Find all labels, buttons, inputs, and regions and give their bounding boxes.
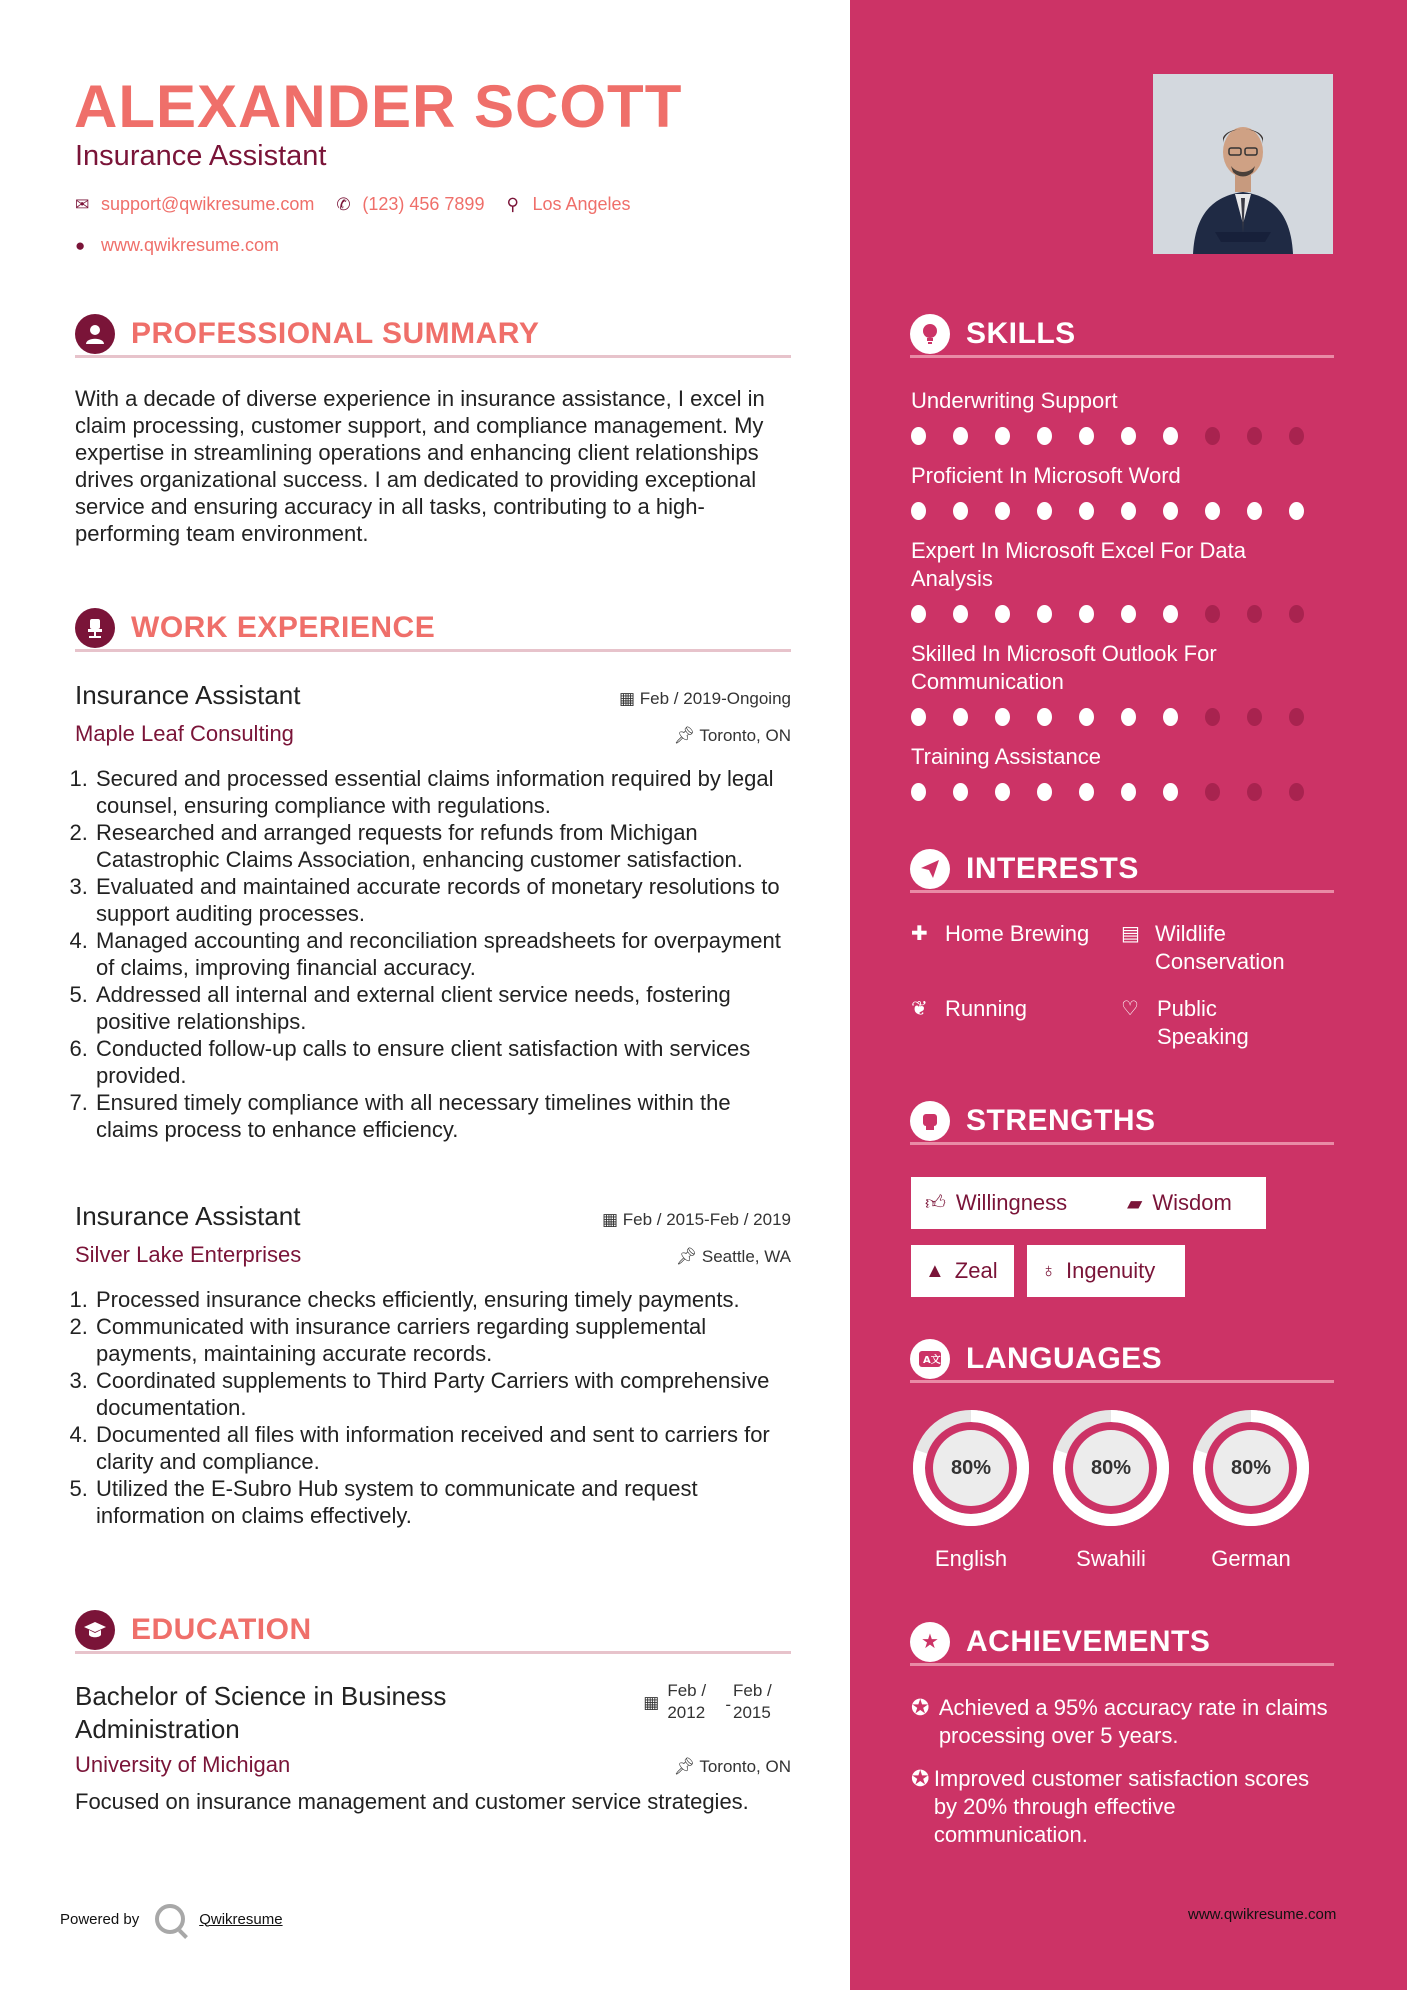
language-item [1191,1408,1311,1572]
interest-item [1121,995,1321,1051]
strength-label: Willingness [955,1190,1068,1215]
rating-dot-empty [1205,427,1220,445]
language-ring [1051,1408,1171,1528]
skill-item [911,743,1331,801]
experience-heading: WORK EXPERIENCE [131,610,436,644]
rating-dot-filled [911,427,926,445]
star-icon: ✪ [911,1695,930,1720]
interest-item [911,920,1111,948]
rating-dot-filled [911,605,926,623]
edu-degree: Bachelor of Science in Business Administration [75,1681,447,1744]
pin-icon: 📌︎ [673,726,700,745]
paw-icon: ❦ [911,998,928,1020]
map-marker-icon: ⚲ [506,194,519,214]
summary-text: With a decade of diverse experience in insurance assistance, I excel in claim processing, customer support, and compliance management. My expertise in streamlining operations and enhancing client relationships drives organizational success. I am dedicated to providing exceptional service and ensuring accuracy in all tasks, contributing to a high-performing team environment. [75,386,765,546]
skill-item [911,462,1331,520]
rating-dot-empty [1247,427,1262,445]
edu-dates [643,1680,791,1746]
job-company: Maple Leaf Consulting [75,721,294,746]
language-item [1051,1408,1171,1572]
strengths-heading: STRENGTHS [966,1103,1156,1137]
skill-rating [911,605,1331,623]
edu-end: Feb / 2015 [733,1681,772,1722]
rating-dot-filled [1163,427,1178,445]
job-bullets [75,765,791,1143]
list-item: 2. Communicated with insurance carriers regarding supplemental payments, maintaining accurate records. [94,1313,791,1367]
job-entry [75,680,791,1143]
strength-tag [911,1177,1114,1229]
skill-name: Skilled In Microsoft Outlook For Communication [911,641,1217,694]
interest-item [911,995,1111,1023]
language-name: Swahili [1076,1546,1146,1571]
list-item: 6. Conducted follow-up calls to ensure client satisfaction with services provided. [94,1035,791,1089]
interest-item [1121,920,1321,976]
interests-section [910,849,1334,893]
edu-location-text: Toronto, ON [699,1757,791,1776]
languages-section [910,1339,1334,1383]
rating-dot-filled [1037,427,1052,445]
rating-dot-empty [1247,605,1262,623]
list-item: 4. Documented all files with information received and sent to carriers for clarity and compliance. [94,1421,791,1475]
strength-label: Zeal [954,1258,998,1283]
powered-by [60,1904,283,1934]
strength-label: Wisdom [1152,1190,1232,1215]
rating-dot-filled [995,605,1010,623]
website-row [75,235,301,256]
language-percent: 80% [1230,1456,1272,1479]
star-icon: ✪ [911,1766,930,1791]
language-percent: 80% [1090,1456,1132,1479]
job-location-text: Toronto, ON [699,726,791,745]
language-ring [1191,1408,1311,1528]
skill-item [911,640,1331,726]
calendar-icon: ▦ [643,1693,660,1712]
phone-icon: ✆ [336,194,351,214]
skill-rating [911,427,1331,445]
strengths-section [910,1101,1334,1145]
rating-dot-empty [1205,783,1220,801]
calendar-icon: ▦ [601,1210,623,1229]
book-icon: ▰ [1127,1192,1143,1215]
thumbs-up-icon: 👍︎ [925,1192,946,1214]
job-role: Insurance Assistant [75,1201,301,1231]
language-name: English [934,1546,1008,1571]
list-item: 5. Addressed all internal and external client service needs, fostering positive relationships. [94,981,791,1035]
qwikresume-logo-icon [155,1904,185,1934]
edu-separator: - [725,1695,731,1714]
rating-dot-filled [1037,708,1052,726]
languages-heading: LANGUAGES [966,1341,1163,1375]
rating-dot-filled [995,427,1010,445]
rating-dot-filled [1163,783,1178,801]
job-entry [75,1201,791,1529]
rating-dot-filled [1037,605,1052,623]
rating-dot-filled [1079,502,1094,520]
rating-dot-filled [953,502,968,520]
strength-label: Ingenuity [1066,1258,1156,1283]
job-bullets [75,1286,791,1529]
achievement-text: Achieved a 95% accuracy rate in claims processing over 5 years. [938,1695,1328,1748]
star-badge-icon: ★ [910,1622,950,1662]
achievements-heading: ACHIEVEMENTS [966,1624,1211,1658]
book-icon: ▤ [1121,923,1140,945]
heartbeat-icon: ♡ [1121,998,1139,1020]
lightbulb-icon [910,314,950,354]
paper-plane-icon [910,849,950,889]
language-ring [911,1408,1031,1528]
rating-dot-filled [1079,783,1094,801]
candidate-name: ALEXANDER SCOTT [74,73,683,140]
job-date [602,1210,791,1230]
rating-dot-filled [1037,502,1052,520]
rating-dot-filled [1163,605,1178,623]
rating-dot-filled [911,708,926,726]
list-item: 3. Evaluated and maintained accurate records of monetary resolutions to support auditing processes. [94,873,791,927]
skill-name: Training Assistance [911,744,1101,769]
language-item [911,1408,1031,1572]
location-text: Los Angeles [532,194,631,214]
achievement-text: Improved customer satisfaction scores by 20% through effective communication. [933,1766,1310,1847]
job-date-text: Feb / 2019-Ongoing [639,689,791,708]
graduation-cap-icon [75,1610,115,1650]
rating-dot-filled [953,427,968,445]
rating-dot-filled [995,708,1010,726]
skill-name: Expert In Microsoft Excel For Data Analysis [911,538,1246,591]
rating-dot-filled [911,783,926,801]
interest-label: Running [945,996,1027,1021]
language-percent: 80% [950,1456,992,1479]
calendar-icon: ▦ [618,689,640,708]
footer-site-link[interactable]: www.qwikresume.com [1188,1906,1337,1923]
email-link[interactable]: support@qwikresume.com [101,194,315,214]
strength-tag [1027,1245,1185,1297]
rating-dot-filled [995,783,1010,801]
lightbulb-icon: ♁ [1041,1259,1056,1282]
puzzle-icon: ✚ [911,923,928,945]
strength-tag [911,1245,1014,1297]
rating-dot-filled [1247,502,1262,520]
skill-name: Proficient In Microsoft Word [911,463,1181,488]
interest-label: Home Brewing [945,921,1090,946]
rating-dot-filled [1121,783,1136,801]
rating-dot-filled [1079,427,1094,445]
fist-icon [910,1101,950,1141]
rating-dot-filled [1121,708,1136,726]
skills-heading: SKILLS [966,316,1076,350]
job-role: Insurance Assistant [75,680,301,710]
rating-dot-filled [1121,502,1136,520]
svg-text:A文: A文 [923,1354,941,1366]
rating-dot-empty [1247,783,1262,801]
education-section [75,1610,791,1654]
rating-dot-filled [953,783,968,801]
job-date-text: Feb / 2015-Feb / 2019 [622,1210,791,1229]
interest-label: Public Speaking [1157,996,1249,1049]
skill-item [911,387,1331,445]
rating-dot-empty [1289,708,1304,726]
pin-icon: 📌︎ [673,1757,700,1776]
rating-dot-filled [953,605,968,623]
list-item: 4. Managed accounting and reconciliation spreadsheets for overpayment of claims, improving financial accuracy. [94,927,791,981]
interests-heading: INTERESTS [966,851,1139,885]
rating-dot-filled [1121,605,1136,623]
job-company: Silver Lake Enterprises [75,1242,302,1267]
rating-dot-filled [995,502,1010,520]
rating-dot-filled [1121,427,1136,445]
job-location [673,726,791,746]
list-item: 3. Coordinated supplements to Third Party Carriers with comprehensive documentation. [94,1367,791,1421]
rating-dot-empty [1205,605,1220,623]
skill-rating [911,783,1331,801]
pin-icon: 📌︎ [675,1247,702,1266]
summary-heading: PROFESSIONAL SUMMARY [131,316,540,350]
interest-label: Wildlife Conservation [1155,921,1285,974]
contact-row [75,194,653,215]
language-name: German [1211,1546,1291,1571]
phone-text[interactable]: (123) 456 7899 [362,194,485,214]
website-link[interactable]: www.qwikresume.com [101,235,280,255]
rating-dot-filled [1289,502,1304,520]
candidate-title: Insurance Assistant [75,140,327,172]
powered-by-label: Powered by [60,1910,140,1928]
profile-photo [1153,74,1333,254]
rating-dot-filled [1037,783,1052,801]
experience-section [75,608,791,652]
rating-dot-filled [1163,502,1178,520]
edu-start: Feb / 2012 [667,1681,707,1722]
brand-link[interactable]: Qwikresume [199,1910,283,1928]
rating-dot-empty [1289,783,1304,801]
skill-rating [911,708,1331,726]
achievements-section [910,1622,1334,1666]
skills-section [910,314,1334,358]
rating-dot-filled [1205,502,1220,520]
edu-university: University of Michigan [75,1752,291,1777]
education-entry [75,1680,791,1815]
skill-rating [911,502,1331,520]
list-item: 1. Secured and processed essential claims information required by legal counsel, ensuring compliance with regulations. [94,765,791,819]
job-location [676,1247,791,1267]
list-item: 7. Ensured timely compliance with all necessary timelines within the claims process to enhance efficiency. [94,1089,791,1143]
edu-location [673,1757,791,1777]
skill-item [911,537,1331,623]
skill-name: Underwriting Support [911,388,1118,413]
list-item: 5. Utilized the E-Subro Hub system to communicate and request information on claims effectively. [94,1475,791,1529]
job-location-text: Seattle, WA [701,1247,791,1266]
list-item: 2. Researched and arranged requests for refunds from Michigan Catastrophic Claims Association, enhancing customer satisfaction. [94,819,791,873]
fire-icon: ▲ [925,1259,945,1282]
achievement-item [911,1694,1331,1750]
user-icon [75,314,115,354]
rating-dot-empty [1205,708,1220,726]
strength-tag [1113,1177,1266,1229]
office-chair-icon [75,608,115,648]
job-date [619,689,791,709]
rating-dot-filled [1163,708,1178,726]
rating-dot-filled [911,502,926,520]
edu-description: Focused on insurance management and customer service strategies. [75,1789,749,1814]
achievement-item [911,1765,1331,1849]
rating-dot-filled [1079,605,1094,623]
list-item: 1. Processed insurance checks efficiently, ensuring timely payments. [94,1286,791,1313]
envelope-icon: ✉ [75,194,90,214]
rating-dot-empty [1289,427,1304,445]
rating-dot-empty [1247,708,1262,726]
summary-section [75,314,791,358]
language-icon [910,1339,950,1379]
education-heading: EDUCATION [131,1612,312,1646]
globe-icon: ● [75,235,86,255]
rating-dot-filled [1079,708,1094,726]
rating-dot-filled [953,708,968,726]
rating-dot-empty [1289,605,1304,623]
